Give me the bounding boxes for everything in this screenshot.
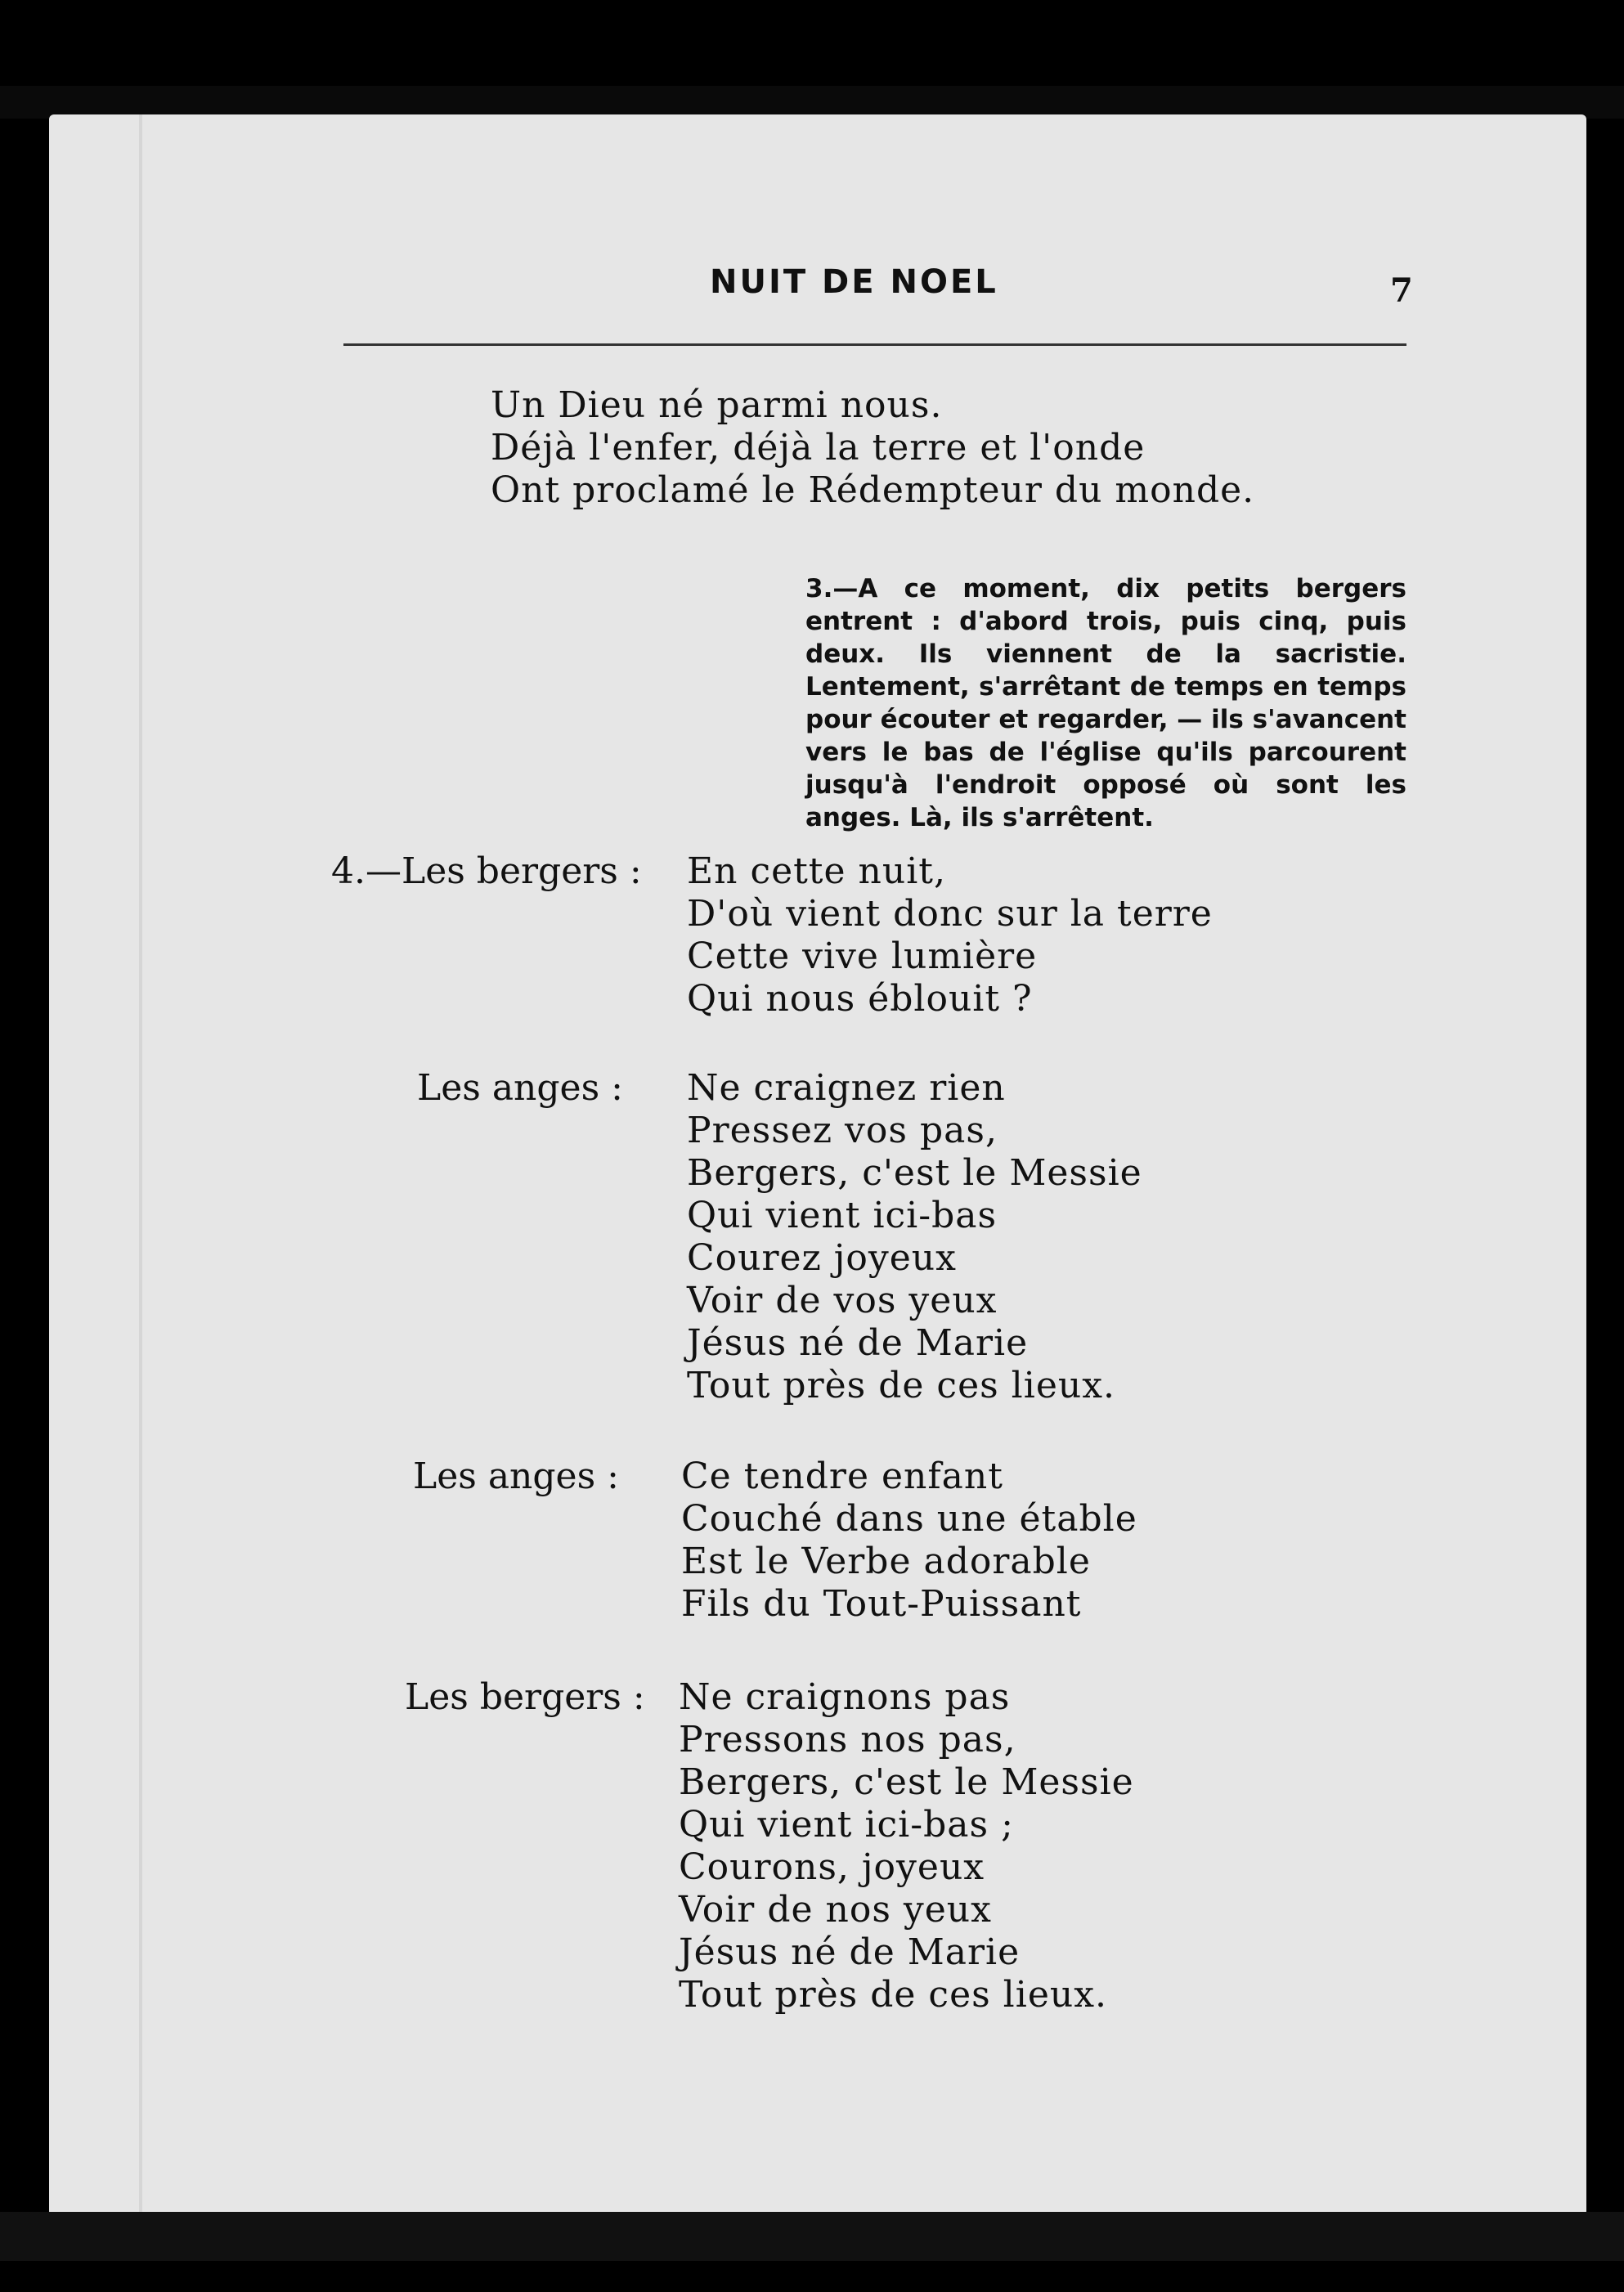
verse-line: Jésus né de Marie [687, 1322, 1029, 1364]
page-gutter [139, 114, 142, 2216]
speaker-label: Les bergers : [405, 1676, 645, 1718]
dialogue-block [687, 1067, 1142, 1407]
verse-line: Ne craignez rien [687, 1067, 1006, 1109]
verse-line: Qui vient ici-bas ; [679, 1804, 1014, 1846]
header-rule [343, 343, 1406, 346]
verse-line: Couché dans une étable [681, 1498, 1137, 1540]
verse-line: Ce tendre enfant [681, 1455, 1003, 1497]
verse-line: Ont proclamé le Rédempteur du monde. [491, 469, 1255, 511]
verse-line: Courez joyeux [687, 1237, 957, 1279]
verse-line: Ne craignons pas [679, 1676, 1011, 1718]
verse-line: D'où vient donc sur la terre [687, 893, 1213, 935]
verse-line: Jésus né de Marie [679, 1931, 1021, 1973]
verse-line: Bergers, c'est le Messie [679, 1761, 1134, 1803]
dialogue-block [681, 1455, 1137, 1626]
verse-line: Cette vive lumière [687, 935, 1038, 977]
verse-line: Pressons nos pas, [679, 1719, 1016, 1760]
verse-line: Courons, joyeux [679, 1846, 985, 1888]
speaker-label: Les anges : [417, 1067, 623, 1109]
verse-line: Est le Verbe adorable [681, 1541, 1091, 1582]
verse-line: Qui nous éblouit ? [687, 978, 1033, 1020]
verse-line: Voir de nos yeux [679, 1889, 992, 1931]
dialogue-block [687, 850, 1213, 1020]
verse-line: Voir de vos yeux [687, 1280, 998, 1321]
running-header-title: NUIT DE NOEL [710, 263, 998, 301]
speaker-label: Les anges : [413, 1455, 619, 1497]
scan-border-top [0, 86, 1624, 119]
verse-line: Déjà l'enfer, déjà la terre et l'onde [491, 427, 1146, 469]
scan-border-bottom [0, 2212, 1624, 2261]
stage-direction: 3.—A ce moment, dix petits bergers entrent : d'abord trois, puis cinq, puis deux. Ils viennent de la sacristie. Lentement, s'arrêtant de temps en temps pour écouter et regarder, — ils s'avancent vers le bas de l'église qu'ils parcourent jusqu'à l'endroit opposé où sont les anges. Là, ils s'arrêtent. [805, 574, 1406, 832]
verse-line: Qui vient ici-bas [687, 1195, 998, 1236]
verse-line: Tout près de ces lieux. [679, 1974, 1107, 2016]
verse-line: Pressez vos pas, [687, 1110, 998, 1151]
speaker-label: 4.—Les bergers : [331, 850, 642, 892]
intro-verse [491, 384, 1254, 512]
page-number: 7 [1390, 271, 1413, 310]
dialogue-block [679, 1676, 1134, 2016]
verse-line: Un Dieu né parmi nous. [491, 384, 943, 426]
verse-line: Fils du Tout-Puissant [681, 1583, 1082, 1625]
verse-line: En cette nuit, [687, 850, 946, 892]
verse-line: Tout près de ces lieux. [687, 1365, 1115, 1406]
verse-line: Bergers, c'est le Messie [687, 1152, 1142, 1194]
